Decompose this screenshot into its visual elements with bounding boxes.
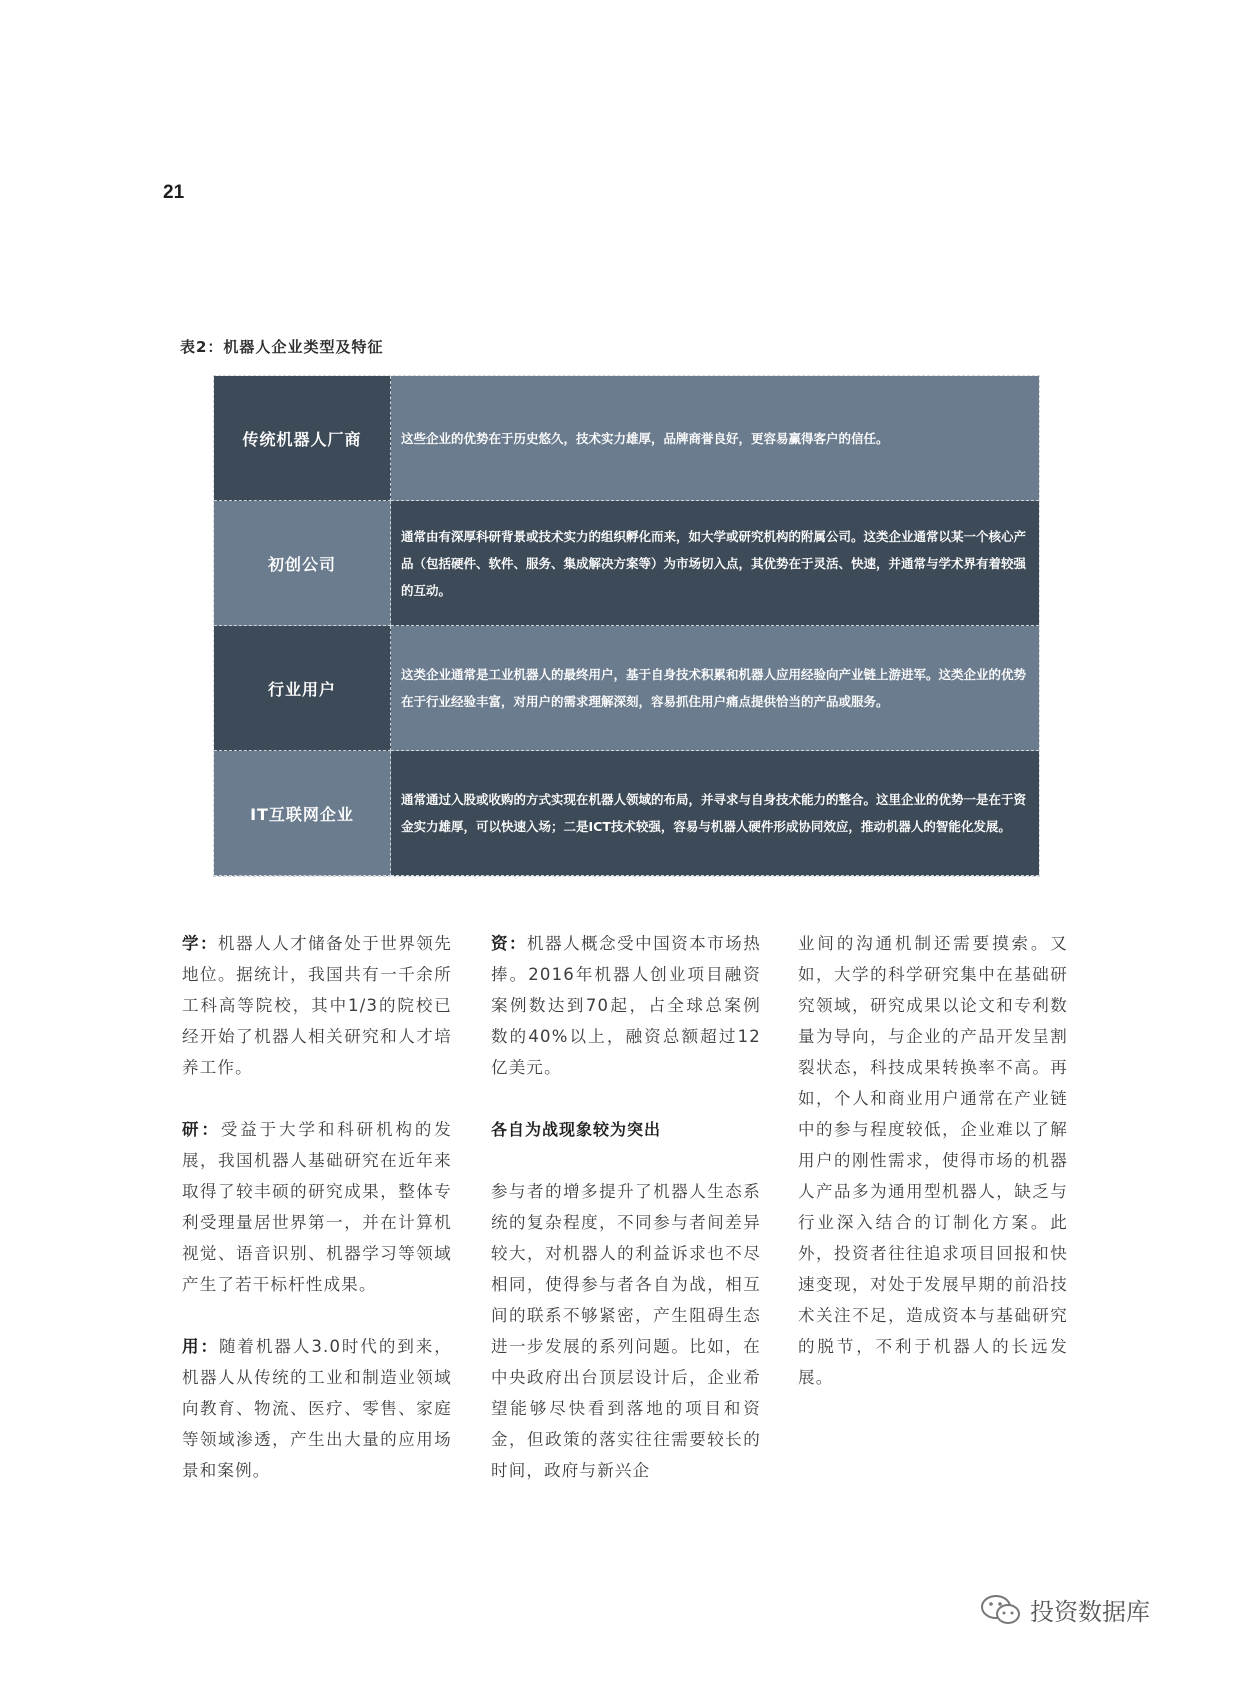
table-row-name: 传统机器人厂商: [214, 376, 391, 501]
table-caption: 表2：机器人企业类型及特征: [180, 338, 384, 356]
table-row-desc: 这些企业的优势在于历史悠久，技术实力雄厚，品牌商誉良好，更容易赢得客户的信任。: [391, 376, 1039, 501]
table-row-desc: 通常通过入股或收购的方式实现在机器人领域的布局，并寻求与自身技术能力的整合。这里企业的优势一是在于资金实力雄厚，可以快速入场；二是ICT技术较强，容易与机器人硬件形成协同效应，推动机器人的智能化发展。: [391, 751, 1039, 876]
paragraph-lead: 用：: [182, 1337, 219, 1356]
table-row-name: 行业用户: [214, 626, 391, 751]
table-row-name: IT互联网企业: [214, 751, 391, 876]
paragraph-text: 机器人概念受中国资本市场热捧。2016年机器人创业项目融资案例数达到70起，占全球总案例数的40%以上，融资总额超过12亿美元。: [491, 934, 761, 1077]
section-heading: 各自为战现象较为突出: [491, 1120, 662, 1139]
paragraph-lead: 学：: [182, 934, 219, 953]
paragraph-text: 随着机器人3.0时代的到来，机器人从传统的工业和制造业领域向教育、物流、医疗、零售、家庭等领域渗透，产生出大量的应用场景和案例。: [182, 1337, 452, 1480]
paragraph-text: 机器人人才储备处于世界领先地位。据统计，我国共有一千余所工科高等院校，其中1/3的院校已经开始了机器人相关研究和人才培养工作。: [182, 934, 452, 1077]
paragraph-ecosystem: 参与者的增多提升了机器人生态系统的复杂程度，不同参与者间差异较大，对机器人的利益诉求也不尽相同，使得参与者各自为战，相互间的联系不够紧密，产生阻碍生态进一步发展的系列问题。比如，在中央政府出台顶层设计后，企业希望能够尽快看到落地的项目和资金，但政策的落实往往需要较长的时间，政府与新兴企: [491, 1182, 761, 1480]
paragraph-yan: [182, 1114, 452, 1300]
body-column-1: [182, 928, 452, 1517]
watermark: [980, 1592, 1150, 1627]
paragraph-lead: 研：: [182, 1120, 221, 1139]
paragraph-zi: [491, 928, 761, 1083]
body-column-3: [798, 928, 1068, 1424]
paragraph-xue: [182, 928, 452, 1083]
table-row-name: 初创公司: [214, 501, 391, 626]
wechat-icon: [980, 1594, 1022, 1626]
table-row-desc: 这类企业通常是工业机器人的最终用户，基于自身技术积累和机器人应用经验向产业链上游进军。这类企业的优势在于行业经验丰富，对用户的需求理解深刻，容易抓住用户痛点提供恰当的产品或服务。: [391, 626, 1039, 751]
paragraph-lead: 资：: [491, 934, 528, 953]
company-type-table: [213, 375, 1040, 877]
page-number: 21: [163, 182, 185, 203]
paragraph-yong: [182, 1331, 452, 1486]
paragraph-continued: 业间的沟通机制还需要摸索。又如，大学的科学研究集中在基础研究领域，研究成果以论文和专利数量为导向，与企业的产品开发呈割裂状态，科技成果转换率不高。再如，个人和商业用户通常在产业链中的参与程度较低，企业难以了解用户的刚性需求，使得市场的机器人产品多为通用型机器人，缺乏与行业深入结合的订制化方案。此外，投资者往往追求项目回报和快速变现，对处于发展早期的前沿技术关注不足，造成资本与基础研究的脱节，不利于机器人的长远发展。: [798, 934, 1068, 1387]
table-row-desc: 通常由有深厚科研背景或技术实力的组织孵化而来，如大学或研究机构的附属公司。这类企业通常以某一个核心产品（包括硬件、软件、服务、集成解决方案等）为市场切入点，其优势在于灵活、快速，并通常与学术界有着较强的互动。: [391, 501, 1039, 626]
watermark-text: 投资数据库: [1030, 1598, 1150, 1626]
paragraph-text: 受益于大学和科研机构的发展，我国机器人基础研究在近年来取得了较丰硕的研究成果，整体专利受理量居世界第一，并在计算机视觉、语音识别、机器学习等领域产生了若干标杆性成果。: [182, 1120, 453, 1294]
body-column-2: [491, 928, 761, 1517]
